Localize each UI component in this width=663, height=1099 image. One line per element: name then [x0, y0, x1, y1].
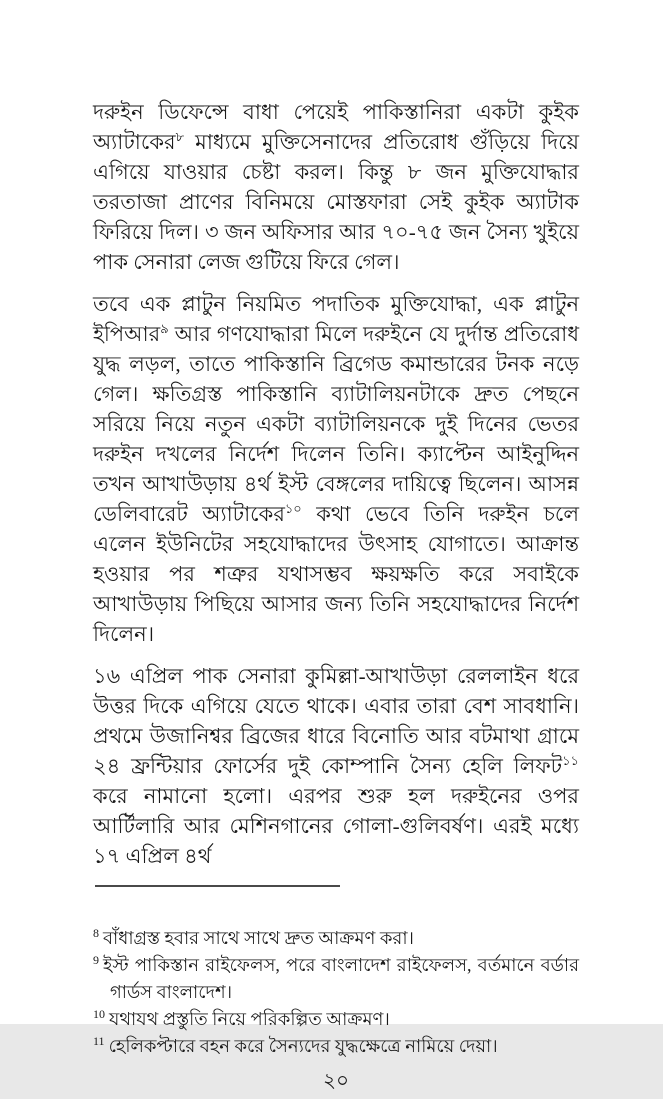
footnote-separator: [95, 885, 340, 887]
footnote-reference: ১০: [284, 501, 302, 516]
body-paragraph-3: [93, 661, 579, 871]
footnote-text: যথাযথ প্রস্তুতি নিয়ে পরিকল্পিত আক্রমণ।: [109, 1009, 390, 1029]
page-content: [93, 97, 579, 1099]
text-run: তবে এক প্লাটুন নিয়মিত পদাতিক মুক্তিযোদ্ধা, এক প্লাটুন ইপিআর: [93, 292, 579, 346]
footnote-item: [93, 925, 579, 952]
text-run: দরুইন ডিফেন্সে বাধা পেয়েই পাকিস্তানিরা একটা কুইক অ্যাটাকের: [93, 100, 579, 154]
footnote-text: হেলিকপ্টারে বহন করে সৈন্যদের যুদ্ধক্ষেত্রে নামিয়ে দেয়া।: [108, 1036, 498, 1056]
footnotes-section: [93, 925, 579, 1060]
text-run: কথা ভেবে তিনি দরুইন চলে এলেন ইউনিটের সহযোদ্ধাদের উৎসাহ যোগাতে। আক্রান্ত হওয়ার পর শত্রুর যথাসম্ভব ক্ষয়ক্ষতি করে সবাইকে আখাউড়ায় পিছিয়ে আসার জন্য তিনি সহযোদ্ধাদের নির্দেশ দিলেন।: [93, 502, 579, 646]
footnote-reference: ৯: [160, 321, 169, 336]
footnote-marker: 9: [93, 953, 99, 967]
page-number: ২০: [322, 1070, 349, 1092]
footnote-item: [93, 1006, 579, 1033]
text-run: করে নামানো হলো। এরপর শুরু হল দরুইনের ওপর আর্টিলারি আর মেশিনগানের গোলা-গুলিবর্ষণ। এরই মধ্যে ১৭ এপ্রিল ৪র্থ: [93, 784, 579, 868]
body-paragraph-1: [93, 97, 579, 277]
footnote-marker: 11: [93, 1034, 105, 1048]
footnote-text: ইস্ট পাকিস্তান রাইফেলস, পরে বাংলাদেশ রাইফেলস, বর্তমানে বর্ডার গার্ডস বাংলাদেশ।: [103, 955, 579, 1002]
text-run: মাধ্যমে মুক্তিসেনাদের প্রতিরোধ গুঁড়িয়ে দিয়ে এগিয়ে যাওয়ার চেষ্টা করল। কিন্তু ৮ জন মুক্তিযোদ্ধার তরতাজা প্রাণের বিনিময়ে মোস্তফারা সেই কুইক অ্যাটাক ফিরিয়ে দিল। ৩ জন অফিসার আর ৭০-৭৫ জন সৈন্য খুইয়ে পাক সেনারা লেজ গুটিয়ে ফিরে গেল।: [93, 130, 579, 274]
footnote-reference: ১১: [562, 753, 579, 768]
footnote-marker: 8: [93, 926, 99, 940]
footnote-text: বাঁধাগ্রস্ত হবার সাথে সাথে দ্রুত আক্রমণ করা।: [103, 928, 414, 948]
footnote-item: [93, 1033, 579, 1060]
footnote-item: [93, 952, 579, 1006]
text-run: ১৬ এপ্রিল পাক সেনারা কুমিল্লা-আখাউড়া রেললাইন ধরে উত্তর দিকে এগিয়ে যেতে থাকে। এবার তারা বেশ সাবধানি। প্রথমে উজানিশ্বর ব্রিজের ধারে বিনোতি আর বটমাথা গ্রামে ২৪ ফ্রন্টিয়ার ফোর্সের দুই কোম্পানি সৈন্য হেলি লিফট: [93, 664, 579, 778]
footnote-marker: 10: [93, 1007, 105, 1021]
text-run: আর গণযোদ্ধারা মিলে দরুইনে যে দুর্দান্ত প্রতিরোধ যুদ্ধ লড়ল, তাতে পাকিস্তানি ব্রিগেড কমান্ডারের টনক নড়ে গেল। ক্ষতিগ্রস্ত পাকিস্তানি ব্যাটালিয়নটাকে দ্রুত পেছনে সরিয়ে নিয়ে নতুন একটা ব্যাটালিয়নকে দুই দিনের ভেতর দরুইন দখলের নির্দেশ দিলেন তিনি। ক্যাপ্টেন আইনুদ্দিন তখন আখাউড়ায় ৪র্থ ইস্ট বেঙ্গলের দায়িত্বে ছিলেন। আসন্ন ডেলিবারেট অ্যাটাকের: [93, 322, 579, 526]
body-paragraph-2: [93, 289, 579, 649]
footnote-reference: ৮: [175, 129, 185, 144]
